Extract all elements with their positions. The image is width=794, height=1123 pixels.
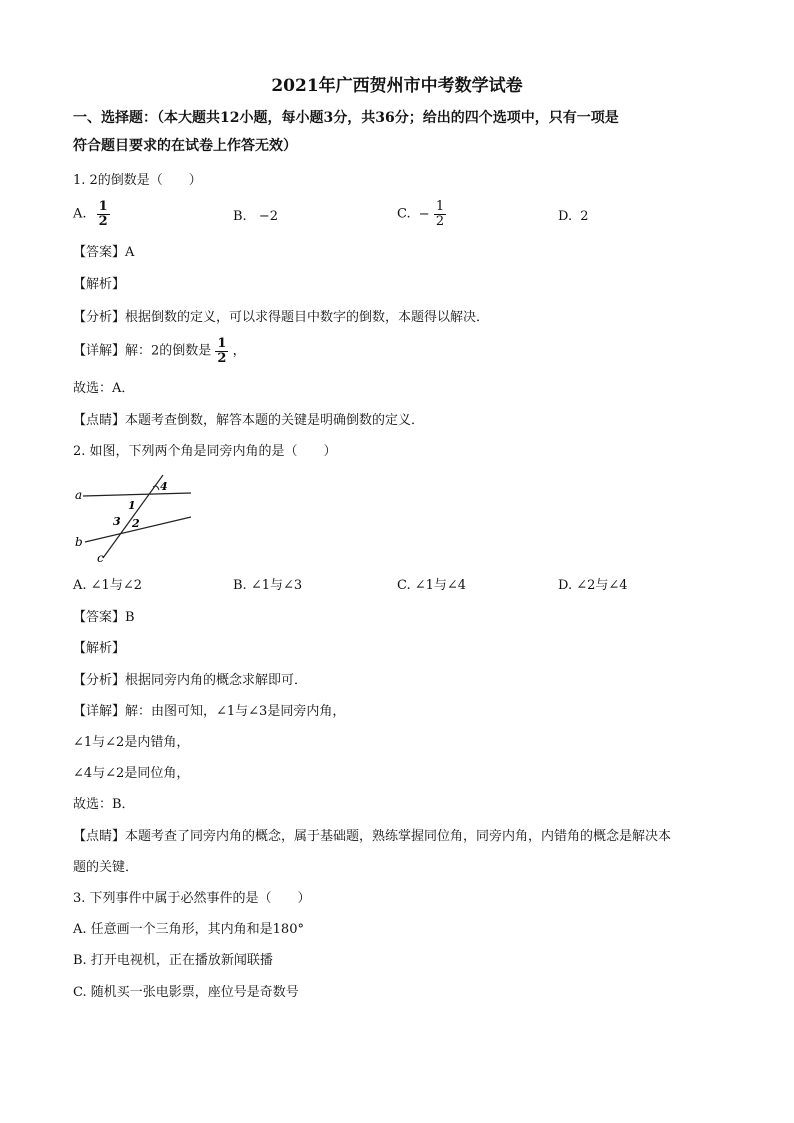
q1-xiangjie-fraction: $\frac{1}{2}$ (217, 336, 227, 366)
q1-option-a (73, 200, 110, 228)
label-b: b (75, 535, 83, 549)
q2-guxuan: 故选：B． (73, 797, 135, 812)
q1-xiangjie: 【详解】解：2的倒数是 $\frac{1}{2}$ ， (73, 336, 246, 366)
q1-option-a-fraction: $\frac{1}{2}$ (98, 199, 108, 229)
section-heading-line1: 一、选择题：（本大题共12小题，每小题3分，共36分；给出的四个选项中，只有一项是 (73, 110, 619, 126)
q2-option-a: A. ∠1与∠2 (73, 578, 142, 593)
q2-stem: 2. 如图，下列两个角是同旁内角的是（ ） (73, 444, 337, 459)
q1-option-d: D. 2 (558, 209, 589, 224)
q3-option-b: B. 打开电视机，正在播放新闻联播 (73, 953, 273, 968)
label-3: 3 (113, 515, 121, 528)
label-a: a (75, 488, 83, 502)
q3-stem: 3. 下列事件中属于必然事件的是（ ） (73, 891, 311, 906)
q1-option-c-fraction: $\frac{1}{2}$ (435, 199, 445, 229)
q2-dianjing-line1: 【点睛】本题考查了同旁内角的概念，属于基础题，熟练掌握同位角，同旁内角，内错角的概念是解决本 (73, 829, 672, 844)
q1-answer: 【答案】A (73, 245, 135, 260)
q1-guxuan: 故选：A． (73, 381, 135, 396)
label-c: c (97, 551, 104, 565)
q1-jiexi: 【解析】 (73, 277, 126, 292)
q2-xiangjie: 【详解】解：由图可知，∠1与∠3是同旁内角， (73, 704, 346, 719)
q2-fenxi: 【分析】根据同旁内角的概念求解即可． (73, 673, 308, 688)
q1-option-a-label: A. (73, 206, 87, 222)
q2-option-d: D. ∠2与∠4 (558, 578, 628, 593)
q2-line2: ∠1与∠2是内错角， (73, 735, 190, 750)
q2-figure (73, 472, 195, 566)
q1-fenxi: 【分析】根据倒数的定义，可以求得题目中数字的倒数，本题得以解决． (73, 310, 490, 325)
q1-dianjing: 【点睛】本题考查倒数，解答本题的关键是明确倒数的定义． (73, 413, 425, 428)
label-1: 1 (128, 499, 136, 512)
label-2: 2 (132, 517, 140, 530)
q2-option-c: C. ∠1与∠4 (397, 578, 467, 593)
q3-option-c: C. 随机买一张电影票，座位号是奇数号 (73, 985, 299, 1000)
page-title: 2021年广西贺州市中考数学试卷 (271, 76, 523, 96)
q2-line3: ∠4与∠2是同位角， (73, 766, 190, 781)
q1-option-b: B. −2 (233, 209, 278, 224)
q2-answer: 【答案】B (73, 610, 135, 625)
q3-option-a: A. 任意画一个三角形，其内角和是180° (73, 922, 304, 937)
line-a (83, 493, 191, 496)
q2-dianjing-line2: 题的关键． (73, 860, 139, 875)
q2-option-b: B. ∠1与∠3 (233, 578, 303, 593)
q2-jiexi: 【解析】 (73, 641, 126, 656)
q1-option-c: C. − $\frac{1}{2}$ (397, 199, 445, 229)
q1-stem: 1. 2的倒数是（ ） (73, 173, 202, 188)
label-4: 4 (160, 480, 168, 493)
section-heading-line2: 符合题目要求的在试卷上作答无效） (73, 138, 297, 154)
